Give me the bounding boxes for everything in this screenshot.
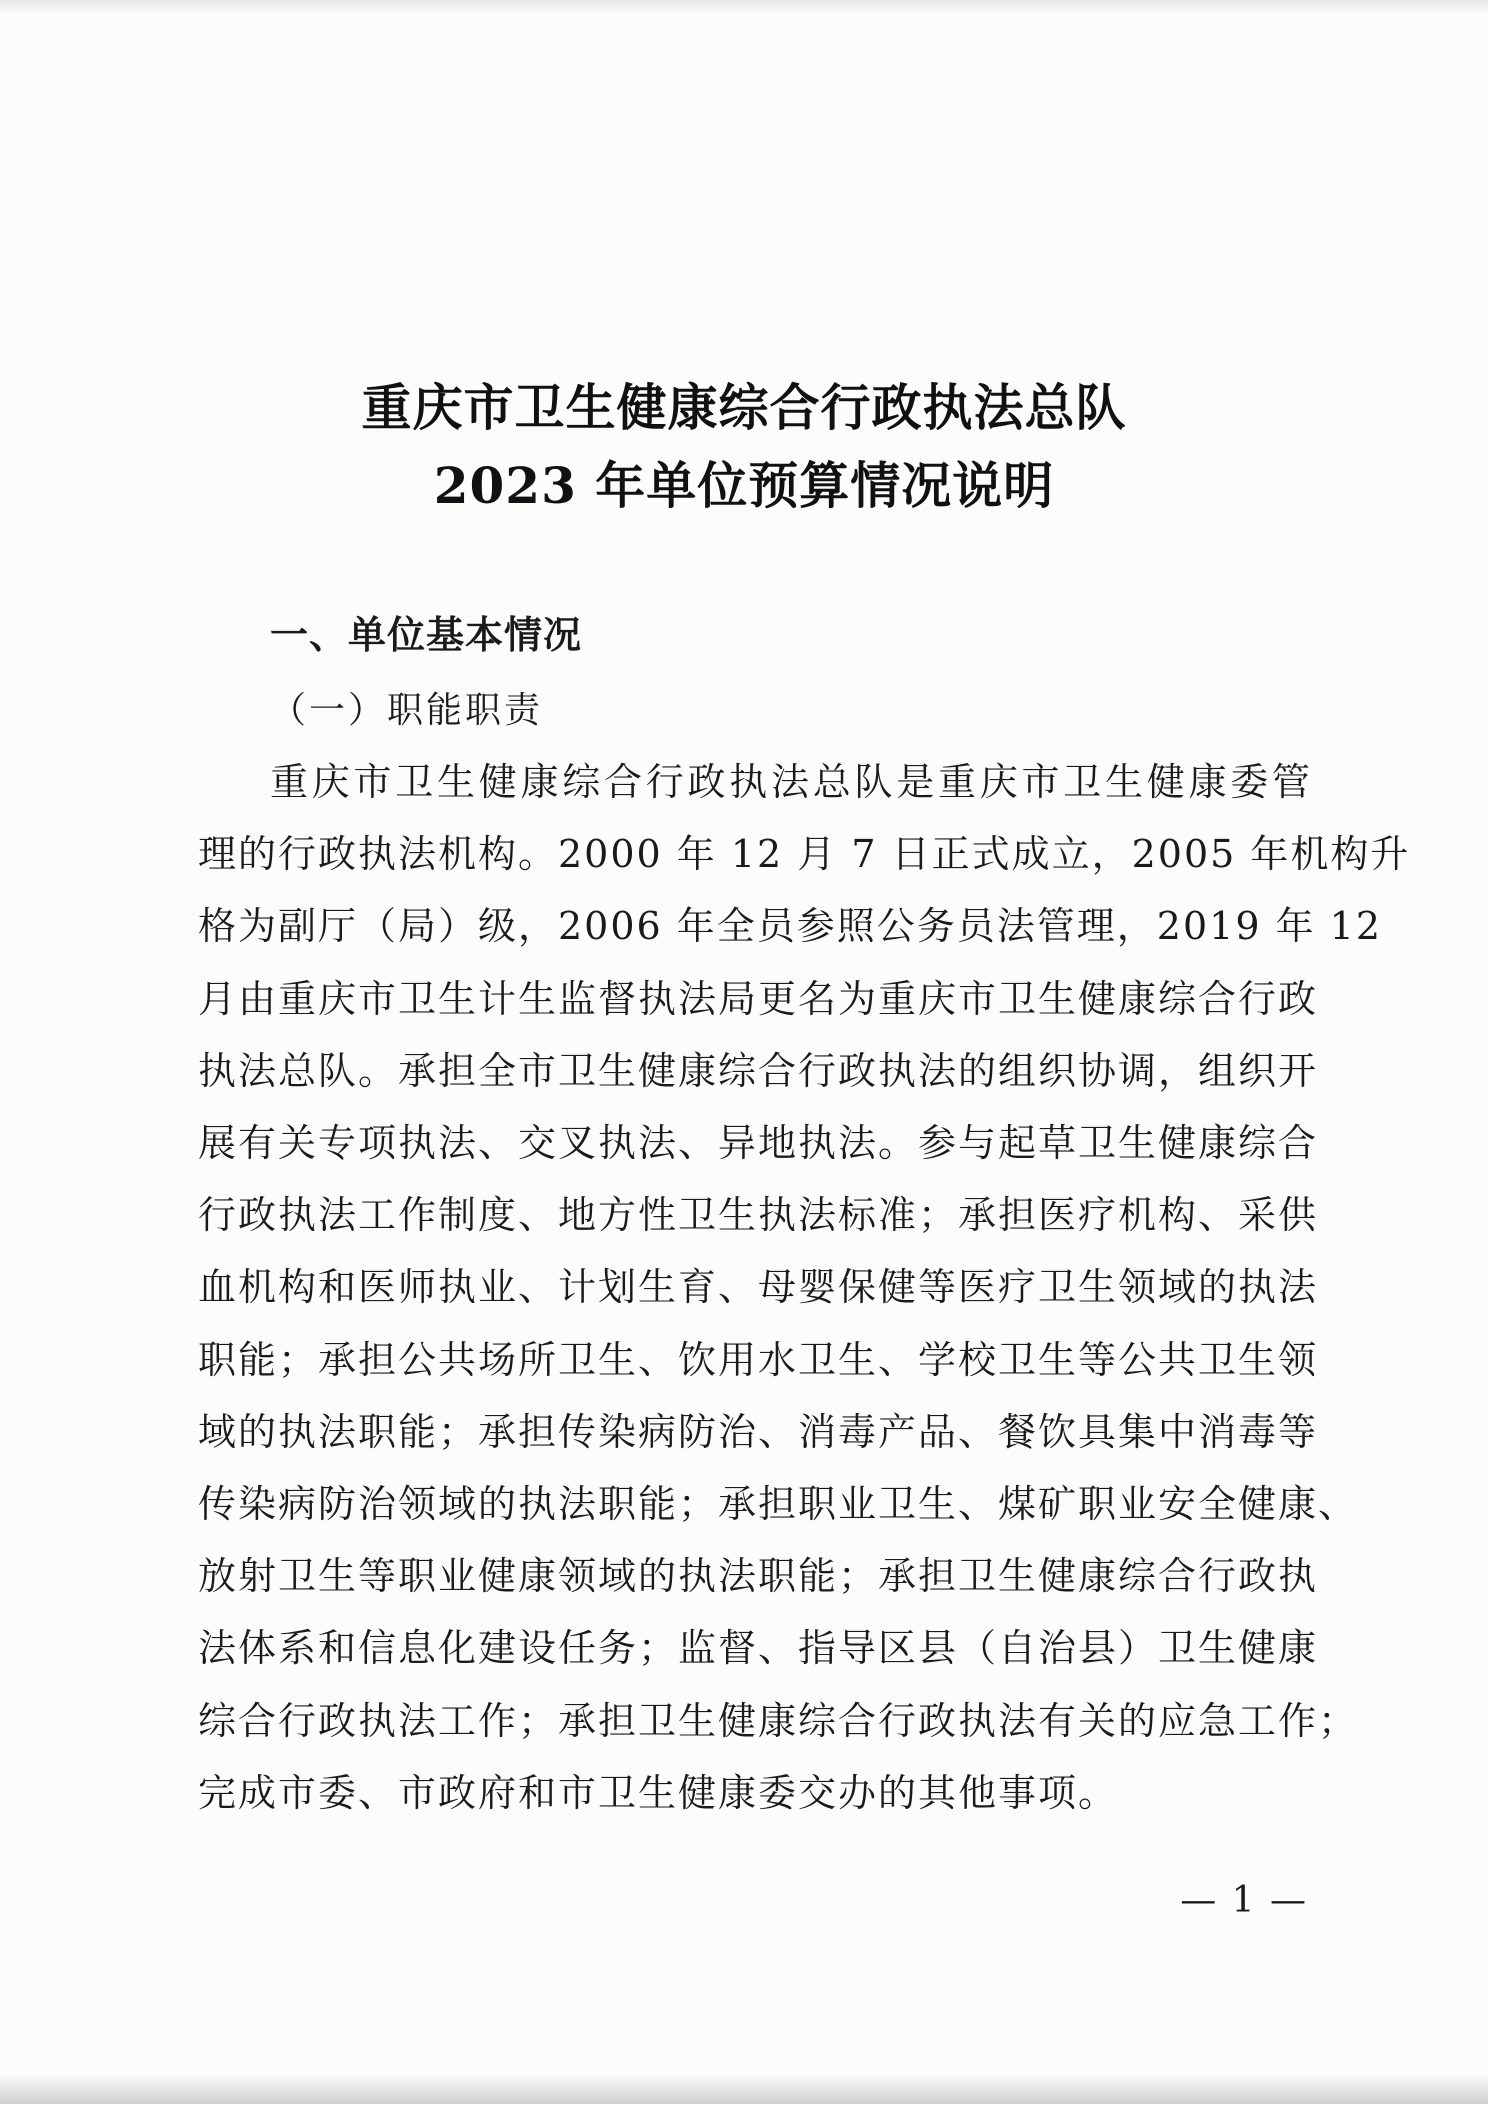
section-heading: 一、单位基本情况 bbox=[270, 613, 583, 657]
body-line: 完成市委、市政府和市卫生健康委交办的其他事项。 bbox=[198, 1770, 1119, 1815]
scan-edge-bottom bbox=[0, 2074, 1488, 2104]
body-line: 月由重庆市卫生计生监督执法局更名为重庆市卫生健康综合行政 bbox=[198, 976, 1319, 1021]
page-number: — 1 — bbox=[1180, 1880, 1308, 1921]
scan-edge-top bbox=[0, 0, 1488, 14]
body-line: 职能；承担公共场所卫生、饮用水卫生、学校卫生等公共卫生领 bbox=[198, 1337, 1319, 1382]
body-line: 传染病防治领域的执法职能；承担职业卫生、煤矿职业安全健康、 bbox=[198, 1482, 1359, 1527]
subsection-heading: （一）职能职责 bbox=[270, 690, 544, 731]
body-line: 执法总队。承担全市卫生健康综合行政执法的组织协调，组织开 bbox=[198, 1048, 1319, 1093]
body-line: 行政执法工作制度、地方性卫生执法标准；承担医疗机构、采供 bbox=[198, 1193, 1319, 1238]
body-line: 格为副厅（局）级，2006 年全员参照公务员法管理，2019 年 12 bbox=[198, 904, 1383, 949]
body-line: 域的执法职能；承担传染病防治、消毒产品、餐饮具集中消毒等 bbox=[198, 1409, 1319, 1454]
document-title-line-2: 2023 年单位预算情况说明 bbox=[433, 456, 1055, 515]
body-line: 理的行政执法机构。2000 年 12 月 7 日正式成立，2005 年机构升 bbox=[198, 832, 1411, 877]
body-line: 综合行政执法工作；承担卫生健康综合行政执法有关的应急工作； bbox=[198, 1698, 1359, 1743]
body-line: 法体系和信息化建设任务；监督、指导区县（自治县）卫生健康 bbox=[198, 1626, 1319, 1671]
document-title-line-1: 重庆市卫生健康综合行政执法总队 bbox=[361, 378, 1127, 437]
body-line: 展有关专项执法、交叉执法、异地执法。参与起草卫生健康综合 bbox=[198, 1121, 1319, 1166]
body-line: 重庆市卫生健康综合行政执法总队是重庆市卫生健康委管 bbox=[270, 760, 1312, 804]
body-line: 血机构和医师执业、计划生育、母婴保健等医疗卫生领域的执法 bbox=[198, 1265, 1319, 1310]
body-line: 放射卫生等职业健康领域的执法职能；承担卫生健康综合行政执 bbox=[198, 1554, 1319, 1599]
body-paragraph bbox=[198, 746, 1411, 1829]
